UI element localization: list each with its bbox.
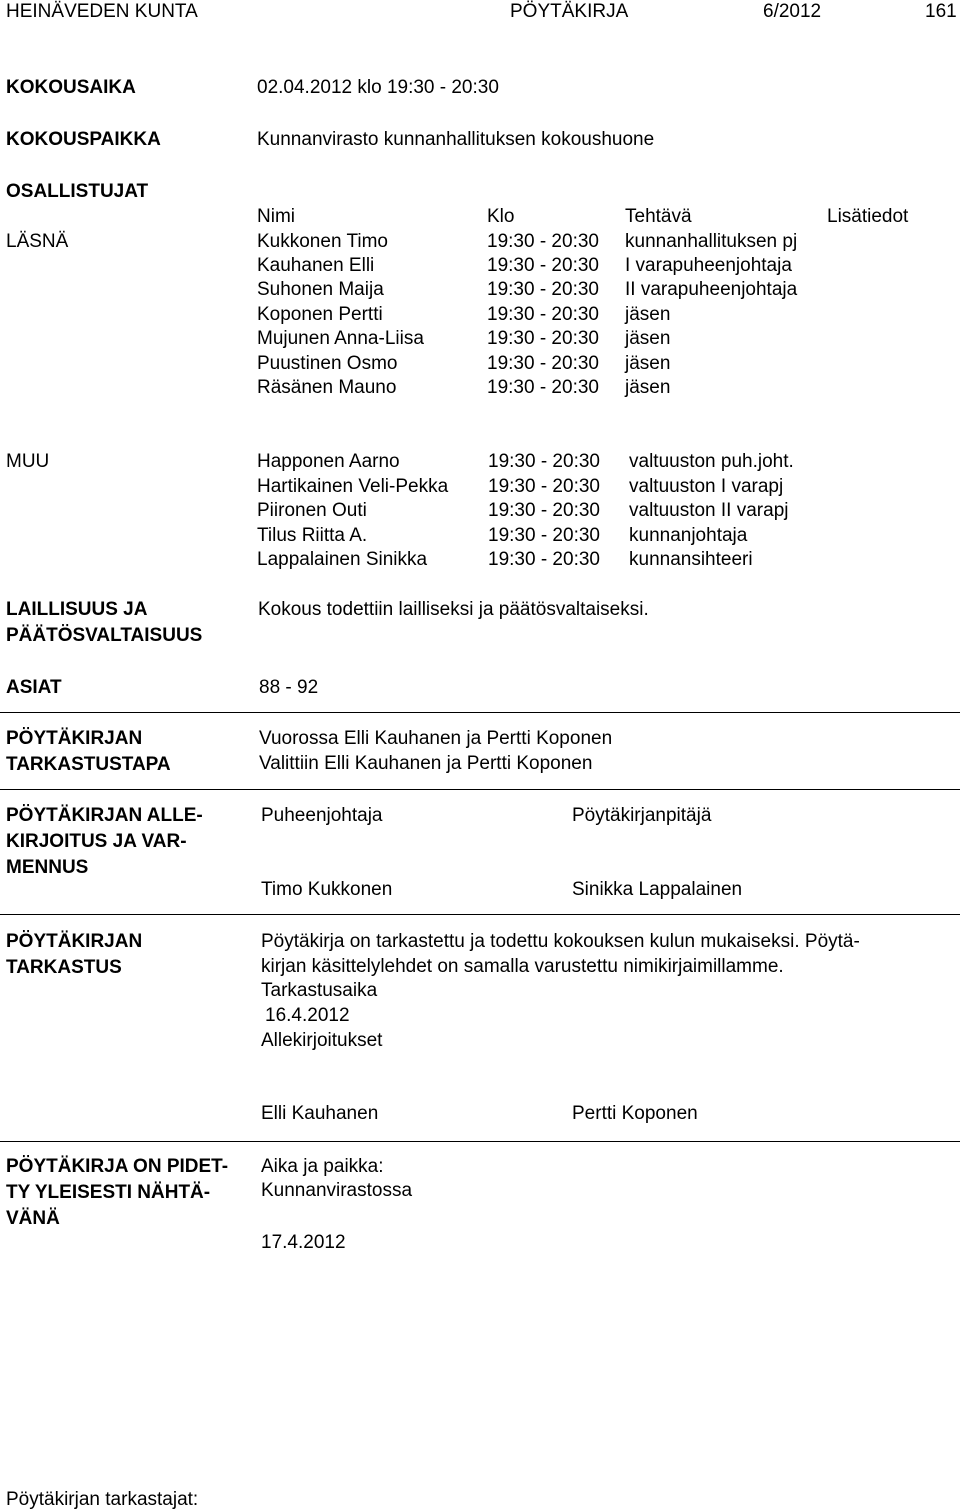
- signing-label-line3: MENNUS: [6, 857, 89, 878]
- participant-name: Piironen Outi: [257, 500, 367, 521]
- participant-role: valtuuston puh.joht.: [629, 451, 794, 472]
- other-label: MUU: [6, 451, 50, 472]
- participant-time: 19:30 - 20:30: [487, 328, 599, 349]
- reviewer-2-name: Pertti Koponen: [572, 1103, 698, 1124]
- secretary-name: Sinikka Lappalainen: [572, 879, 743, 900]
- chair-title: Puheenjohtaja: [261, 805, 383, 826]
- participant-role: kunnanjohtaja: [629, 525, 748, 546]
- divider: [0, 789, 960, 790]
- participant-role: jäsen: [625, 304, 671, 325]
- public-label-line2: TY YLEISESTI NÄHTÄ-: [6, 1182, 211, 1203]
- participant-role: valtuuston II varapj: [629, 500, 789, 521]
- participant-role: I varapuheenjohtaja: [625, 255, 792, 276]
- legality-text: Kokous todettiin lailliseksi ja päätösvaltaiseksi.: [258, 599, 649, 620]
- participant-time: 19:30 - 20:30: [487, 255, 599, 276]
- participant-name: Mujunen Anna-Liisa: [257, 328, 424, 349]
- review-method-line2: Valittiin Elli Kauhanen ja Pertti Koponen: [259, 753, 593, 774]
- public-label-line3: VÄNÄ: [6, 1208, 60, 1229]
- footer-reviewers-label: Pöytäkirjan tarkastajat:: [6, 1489, 199, 1510]
- participant-time: 19:30 - 20:30: [487, 304, 599, 325]
- review-method-line1: Vuorossa Elli Kauhanen ja Pertti Koponen: [259, 728, 613, 749]
- present-label: LÄSNÄ: [6, 231, 69, 252]
- participant-name: Kauhanen Elli: [257, 255, 375, 276]
- col-header-time: Klo: [487, 206, 515, 227]
- public-time-place-label: Aika ja paikka:: [261, 1156, 384, 1177]
- divider: [0, 914, 960, 915]
- chair-name: Timo Kukkonen: [261, 879, 393, 900]
- participant-name: Tilus Riitta A.: [257, 525, 368, 546]
- participant-name: Happonen Aarno: [257, 451, 400, 472]
- participant-time: 19:30 - 20:30: [488, 549, 600, 570]
- participant-name: Räsänen Mauno: [257, 377, 397, 398]
- review-method-label-line1: PÖYTÄKIRJAN: [6, 728, 143, 749]
- participant-role: kunnansihteeri: [629, 549, 753, 570]
- meeting-place-value: Kunnanvirasto kunnanhallituksen kokoushuone: [257, 129, 655, 150]
- header-municipality: HEINÄVEDEN KUNTA: [6, 1, 198, 22]
- participant-role: jäsen: [625, 328, 671, 349]
- legality-label-line2: PÄÄTÖSVALTAISUUS: [6, 625, 203, 646]
- divider: [0, 712, 960, 713]
- participants-label: OSALLISTUJAT: [6, 181, 149, 202]
- participant-name: Koponen Pertti: [257, 304, 383, 325]
- meeting-time-label: KOKOUSAIKA: [6, 77, 136, 98]
- header-doc-type: PÖYTÄKIRJA: [510, 1, 629, 22]
- items-value: 88 - 92: [259, 677, 319, 698]
- participant-role: jäsen: [625, 353, 671, 374]
- secretary-title: Pöytäkirjanpitäjä: [572, 805, 712, 826]
- participant-role: II varapuheenjohtaja: [625, 279, 798, 300]
- review-time-label: Tarkastusaika: [261, 980, 378, 1001]
- col-header-name: Nimi: [257, 206, 295, 227]
- review-label-line1: PÖYTÄKIRJAN: [6, 931, 143, 952]
- header-page-number: 161: [925, 1, 957, 22]
- review-signatures-label: Allekirjoitukset: [261, 1030, 383, 1051]
- review-text-line2: kirjan käsittelylehdet on samalla varustettu nimikirjaimillamme.: [261, 956, 784, 977]
- header-issue: 6/2012: [763, 1, 822, 22]
- review-text-line1: Pöytäkirja on tarkastettu ja todettu kokouksen kulun mukaiseksi. Pöytä-: [261, 931, 860, 952]
- participant-time: 19:30 - 20:30: [488, 525, 600, 546]
- col-header-notes: Lisätiedot: [827, 206, 909, 227]
- col-header-role: Tehtävä: [625, 206, 692, 227]
- participant-time: 19:30 - 20:30: [487, 279, 599, 300]
- participant-time: 19:30 - 20:30: [487, 231, 599, 252]
- meeting-time-value: 02.04.2012 klo 19:30 - 20:30: [257, 77, 499, 98]
- participant-name: Kukkonen Timo: [257, 231, 388, 252]
- participant-time: 19:30 - 20:30: [488, 451, 600, 472]
- review-label-line2: TARKASTUS: [6, 957, 122, 978]
- participant-name: Lappalainen Sinikka: [257, 549, 428, 570]
- meeting-place-label: KOKOUSPAIKKA: [6, 129, 161, 150]
- public-date: 17.4.2012: [261, 1232, 346, 1253]
- signing-label-line2: KIRJOITUS JA VAR-: [6, 831, 187, 852]
- participant-time: 19:30 - 20:30: [488, 500, 600, 521]
- reviewer-1-name: Elli Kauhanen: [261, 1103, 379, 1124]
- review-method-label-line2: TARKASTUSTAPA: [6, 754, 171, 775]
- participant-role: valtuuston I varapj: [629, 476, 784, 497]
- participant-role: kunnanhallituksen pj: [625, 231, 798, 252]
- public-label-line1: PÖYTÄKIRJA ON PIDET-: [6, 1156, 229, 1177]
- participant-role: jäsen: [625, 377, 671, 398]
- participant-time: 19:30 - 20:30: [488, 476, 600, 497]
- signing-label-line1: PÖYTÄKIRJAN ALLE-: [6, 805, 203, 826]
- participant-time: 19:30 - 20:30: [487, 377, 599, 398]
- review-date: 16.4.2012: [265, 1005, 350, 1026]
- participant-name: Hartikainen Veli-Pekka: [257, 476, 449, 497]
- divider: [0, 1141, 960, 1142]
- participant-time: 19:30 - 20:30: [487, 353, 599, 374]
- participant-name: Puustinen Osmo: [257, 353, 398, 374]
- public-place: Kunnanvirastossa: [261, 1180, 413, 1201]
- items-label: ASIAT: [6, 677, 62, 698]
- legality-label-line1: LAILLISUUS JA: [6, 599, 148, 620]
- participant-name: Suhonen Maija: [257, 279, 384, 300]
